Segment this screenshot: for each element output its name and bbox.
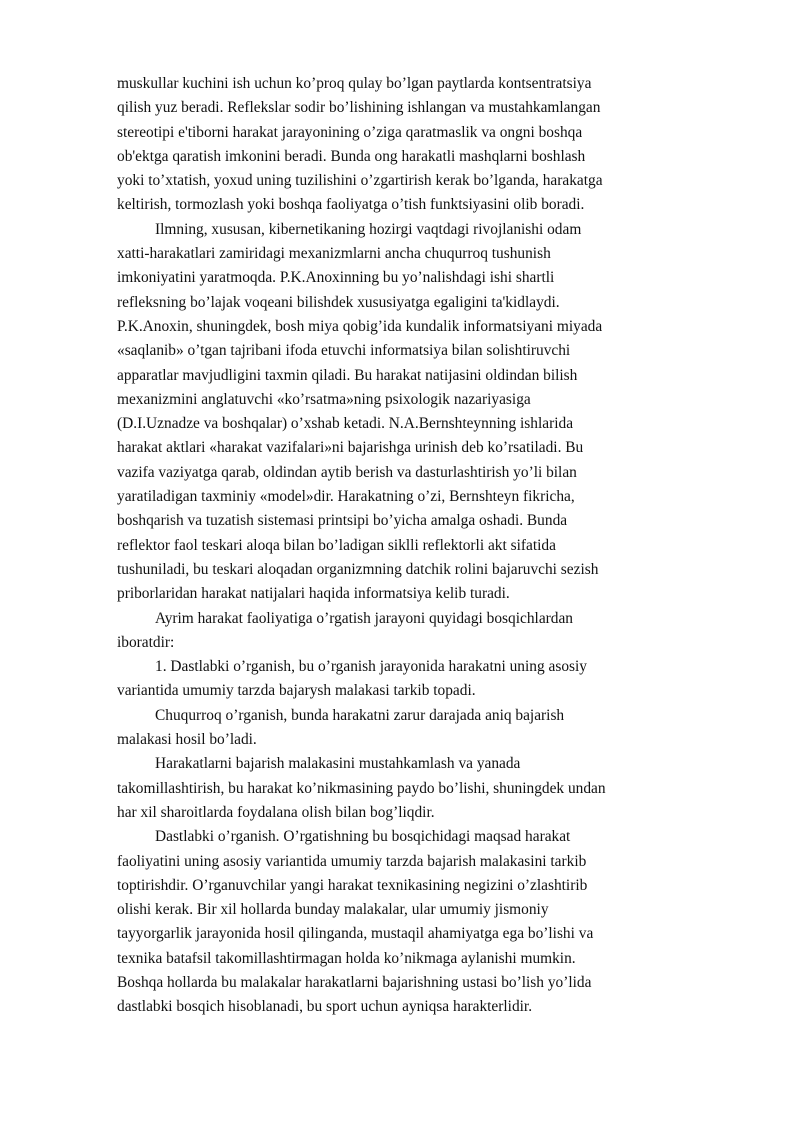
text-line: vazifa vaziyatga qarab, oldindan aytib berish va dasturlashtirish yo’li bilan [117, 463, 577, 481]
paragraph [117, 72, 737, 218]
paragraph [117, 218, 737, 607]
text-line: yoki to’xtatish, yoxud uning tuzilishini o’zgartirish kerak bo’lganda, harakatga [117, 172, 603, 190]
text-line: har xil sharoitlarda foydalana olish bilan bog’liqdir. [117, 803, 435, 821]
text-line: Dastlabki o’rganish. O’rgatishning bu bosqichidagi maqsad harakat [155, 828, 571, 846]
text-line: 1. Dastlabki o’rganish, bu o’rganish jarayonida harakatni uning asosiy [155, 658, 587, 676]
text-line: (D.I.Uznadze va boshqalar) o’xshab ketadi. N.A.Bernshteynning ishlarida [117, 415, 574, 433]
document-page [117, 72, 737, 1020]
text-line: ob'ektga qaratish imkonini beradi. Bunda ong harakatli mashqlarni boshlash [117, 147, 586, 165]
text-line: Ilmning, xususan, kibernetikaning hozirgi vaqtdagi rivojlanishi odam [155, 220, 582, 238]
text-line: variantida umumiy tarzda bajarysh malakasi tarkib topadi. [117, 682, 476, 700]
paragraph [117, 655, 737, 704]
text-line: tushuniladi, bu teskari aloqadan organizmning datchik rolini bajaruvchi sezish [117, 560, 599, 578]
paragraph [117, 704, 737, 753]
text-line: Ayrim harakat faoliyatiga o’rgatish jarayoni quyidagi bosqichlardan [155, 609, 573, 627]
text-line: texnika batafsil takomillashtirmagan holda ko’nikmaga aylanishi mumkin. [117, 949, 576, 967]
text-line: P.K.Anoxin, shuningdek, bosh miya qobig’ida kundalik informatsiyani miyada [117, 317, 603, 335]
text-line: «saqlanib» o’tgan tajribani ifoda etuvchi informatsiya bilan solishtiruvchi [117, 342, 571, 360]
text-line: boshqarish va tuzatish sistemasi printsipi bo’yicha amalga oshadi. Bunda [117, 512, 568, 530]
text-line: Harakatlarni bajarish malakasini mustahkamlash va yanada [155, 755, 521, 773]
text-line: Boshqa hollarda bu malakalar harakatlarni bajarishning ustasi bo’lish yo’lida [117, 973, 592, 991]
paragraph [117, 752, 737, 825]
text-line: yaratiladigan taxminiy «model»dir. Harakatning o’zi, Bernshteyn fikricha, [117, 488, 575, 506]
text-line: malakasi hosil bo’ladi. [117, 731, 257, 749]
text-line: reflektor faol teskari aloqa bilan bo’ladigan siklli reflektorli akt sifatida [117, 536, 556, 554]
text-line: faoliyatini uning asosiy variantida umumiy tarzda bajarish malakasini tarkib [117, 852, 587, 870]
text-line: Chuqurroq o’rganish, bunda harakatni zarur darajada aniq bajarish [155, 706, 565, 724]
paragraph [117, 607, 737, 656]
text-line: dastlabki bosqich hisoblanadi, bu sport uchun ayniqsa harakterlidir. [117, 998, 533, 1016]
text-line: toptirishdir. O’rganuvchilar yangi harakat texnikasining negizini o’zlashtirib [117, 876, 588, 894]
paragraph [117, 825, 737, 1019]
text-line: harakat aktlari «harakat vazifalari»ni bajarishga urinish deb ko’rsatiladi. Bu [117, 439, 584, 457]
text-line: priborlaridan harakat natijalari haqida informatsiya kelib turadi. [117, 585, 510, 603]
text-line: mexanizmini anglatuvchi «ko’rsatma»ning psixologik nazariyasiga [117, 390, 531, 408]
text-line: iboratdir: [117, 633, 175, 651]
text-line: imkoniyatini yaratmoqda. P.K.Anoxinning bu yo’nalishdagi ishi shartli [117, 269, 555, 287]
text-line: refleksning bo’lajak voqeani bilishdek xususiyatga egaligini ta'kidlaydi. [117, 293, 560, 311]
text-line: muskullar kuchini ish uchun ko’proq qulay bo’lgan paytlarda kontsentratsiya [117, 75, 592, 92]
text-line: stereotipi e'tiborni harakat jarayonining o’ziga qaratmaslik va ongni boshqa [117, 123, 583, 141]
text-line: keltirish, tormozlash yoki boshqa faoliyatga o’tish funktsiyasini olib boradi. [117, 196, 585, 214]
text-line: qilish yuz beradi. Reflekslar sodir bo’lishining ishlangan va mustahkamlangan [117, 99, 601, 117]
text-line: tayyorgarlik jarayonida hosil qilinganda, mustaqil ahamiyatga ega bo’lishi va [117, 925, 594, 943]
text-line: takomillashtirish, bu harakat ko’nikmasining paydo bo’lishi, shuningdek undan [117, 779, 606, 797]
text-line: apparatlar mavjudligini taxmin qiladi. Bu harakat natijasini oldindan bilish [117, 366, 578, 384]
text-line: olishi kerak. Bir xil hollarda bunday malakalar, ular umumiy jismoniy [117, 901, 549, 919]
text-line: xatti-harakatlari zamiridagi mexanizmlarni ancha chuqurroq tushunish [117, 245, 551, 263]
